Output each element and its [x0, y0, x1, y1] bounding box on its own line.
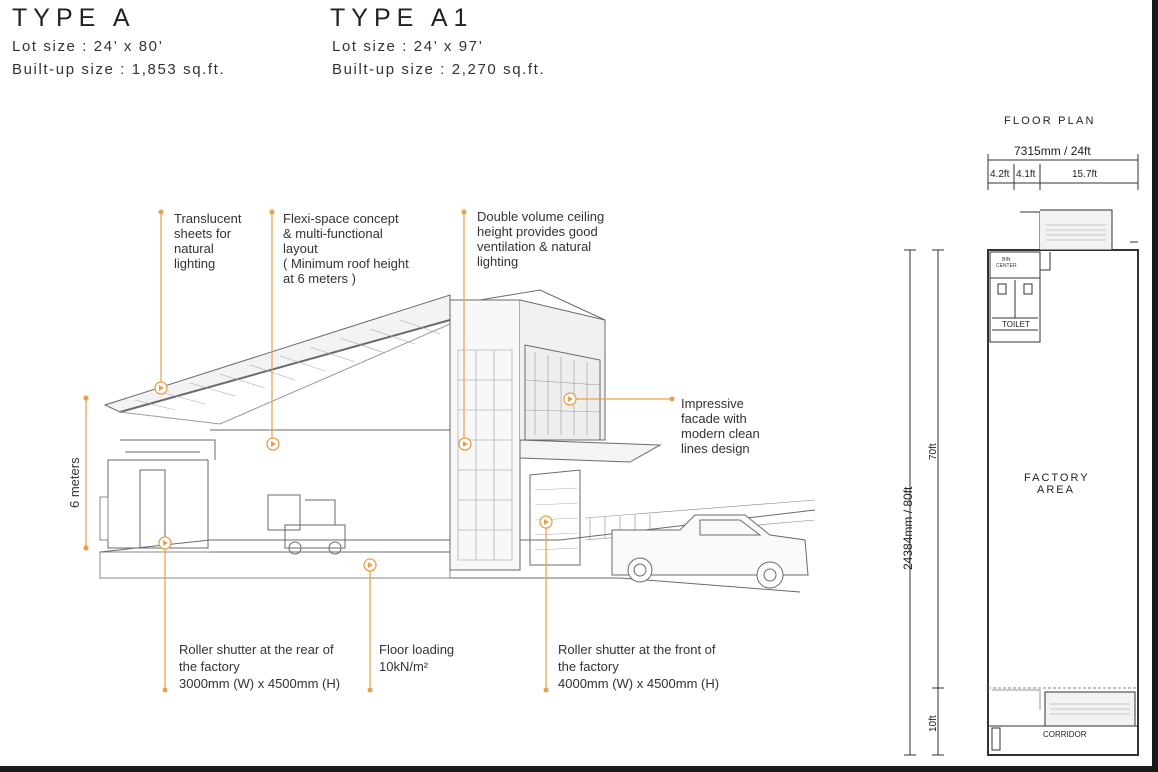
callout-line: ventilation & natural: [477, 239, 592, 254]
callout-line: Roller shutter at the front of: [558, 642, 716, 657]
callout-line: lighting: [477, 254, 519, 269]
callout-facade: [681, 396, 760, 456]
callout-line: 3000mm (W) x 4500mm (H): [179, 676, 341, 691]
callout-line: Double volume ceiling: [477, 209, 605, 224]
type-a1-title: TYPE A1: [330, 4, 474, 32]
plan-length-front: 10ft: [928, 715, 939, 732]
callout-line: layout: [283, 241, 318, 256]
callout-line: the factory: [179, 659, 240, 674]
plan-toilet: TOILET: [1002, 320, 1030, 329]
plan-width-segment: 4.2ft: [990, 169, 1010, 180]
callout-line: Impressive: [681, 396, 744, 411]
type-a1-lot-size: Lot size : 24’ x 97’: [332, 38, 484, 55]
type-a-lot-size: Lot size : 24’ x 80’: [12, 38, 164, 55]
plan-length-main: 70ft: [928, 443, 939, 460]
callout-line: natural: [174, 241, 214, 256]
callout-line: ( Minimum roof height: [283, 256, 409, 271]
plan-bin-center-line: BIN: [1002, 257, 1011, 263]
plan-width-segment: 15.7ft: [1072, 169, 1098, 180]
plan-factory-area-line: AREA: [1037, 484, 1075, 496]
plan-length-total: 24384mm / 80ft: [901, 486, 915, 570]
callout-line: height provides good: [477, 224, 598, 239]
plan-factory-area-line: FACTORY: [1024, 472, 1090, 484]
callout-double-volume: [477, 209, 604, 269]
frame-right-border: [1152, 0, 1158, 772]
frame-bottom-border: [0, 766, 1158, 772]
plan-bin-center: [996, 257, 1017, 269]
type-a-title: TYPE A: [12, 4, 136, 32]
callout-line: facade with: [681, 411, 747, 426]
callout-line: 4000mm (W) x 4500mm (H): [558, 676, 720, 691]
type-a-built-up-size: Built-up size : 1,853 sq.ft.: [12, 61, 226, 78]
callout-line: Roller shutter at the rear of: [179, 642, 334, 657]
callout-line: Floor loading: [379, 642, 455, 657]
plan-bin-center-line: CENTER: [996, 263, 1017, 269]
floor-plan-title: FLOOR PLAN: [1004, 115, 1096, 127]
callout-line: 10kN/m²: [379, 659, 429, 674]
callout-line: at 6 meters ): [283, 271, 356, 286]
callout-line: & multi-functional: [283, 226, 383, 241]
floor-plan-drawing: [880, 130, 1150, 766]
callout-translucent-sheets: [174, 211, 241, 271]
plan-corridor: CORRIDOR: [1043, 730, 1087, 739]
height-label: 6 meters: [67, 457, 82, 508]
callout-line: Flexi-space concept: [283, 211, 399, 226]
callout-flexi-space: [283, 211, 409, 286]
callout-line: lighting: [174, 256, 216, 271]
callout-line: sheets for: [174, 226, 232, 241]
plan-width-segment: 4.1ft: [1016, 169, 1036, 180]
callout-line: lines design: [681, 441, 750, 456]
callout-line: the factory: [558, 659, 619, 674]
callout-front-shutter: [558, 641, 719, 692]
callout-floor-loading: [379, 641, 454, 675]
plan-width-total: 7315mm / 24ft: [1014, 144, 1091, 158]
callout-rear-shutter: [179, 641, 340, 692]
callout-line: modern clean: [681, 426, 760, 441]
type-a1-built-up-size: Built-up size : 2,270 sq.ft.: [332, 61, 546, 78]
plan-factory-area: [1024, 472, 1088, 496]
callout-line: Translucent: [174, 211, 242, 226]
